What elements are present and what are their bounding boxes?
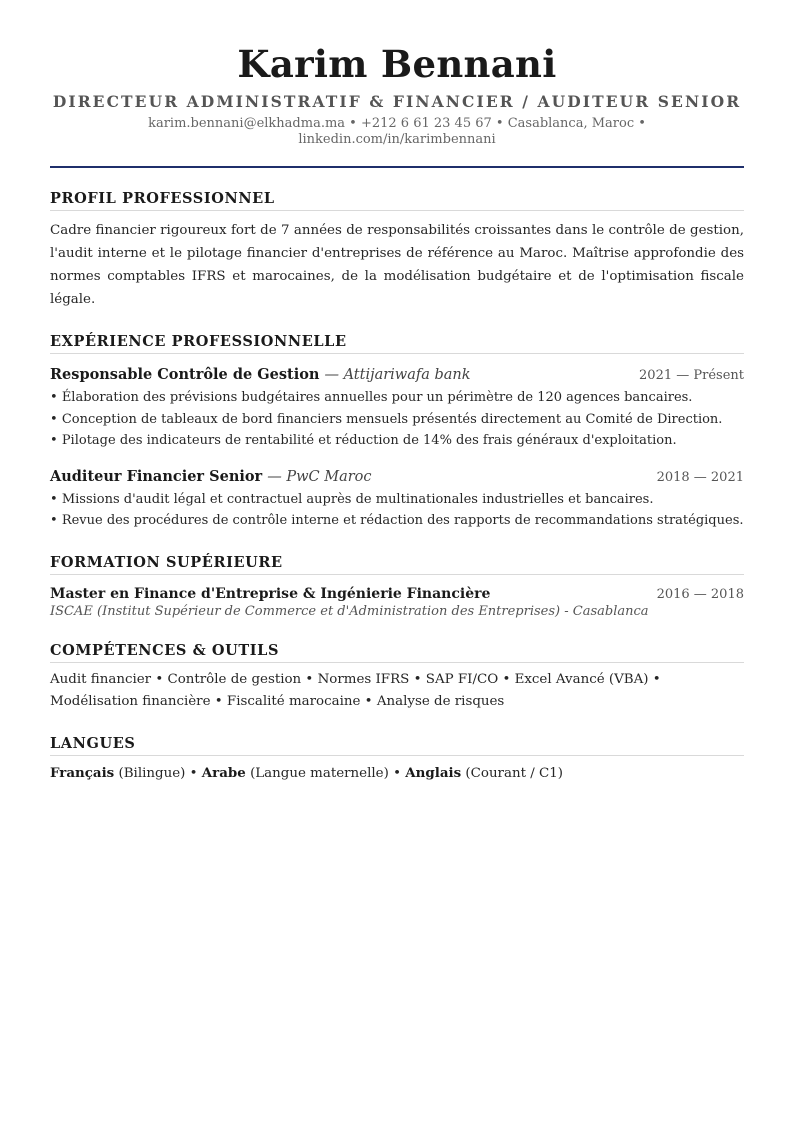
experience-title: EXPÉRIENCE PROFESSIONNELLE (50, 333, 744, 354)
header-divider (50, 166, 744, 168)
job-bullet: • Élaboration des prévisions budgétaires annuelles pour un périmètre de 120 agences bancaires. (50, 387, 744, 409)
languages-section (50, 735, 744, 785)
language-level: (Langue maternelle) (250, 765, 389, 781)
candidate-role: DIRECTEUR ADMINISTRATIF & FINANCIER / AUDITEUR SENIOR (52, 92, 742, 111)
job-dates: 2021 — Présent (639, 368, 744, 383)
profile-text: Cadre financier rigoureux fort de 7 années de responsabilités croissantes dans le contrôle de gestion, l'audit interne et le pilotage financier d'entreprises de référence au Maroc. Maîtrise approfondie des normes comptables IFRS et marocaines, de la modélisation budgétaire et de l'optimisation fiscale légale. (50, 223, 744, 307)
education-entry (50, 585, 744, 620)
job-bullet: • Conception de tableaux de bord financiers mensuels présentés directement au Comité de Direction. (50, 409, 744, 431)
language-separator: • (185, 765, 202, 781)
contact-line: karim.bennani@elkhadma.ma • +212 6 61 23 45 67 • Casablanca, Maroc • linkedin.com/in/karimbennani (148, 116, 646, 147)
degree-title: Master en Finance d'Entreprise & Ingénierie Financière (50, 585, 491, 602)
education-section (50, 554, 744, 620)
job-dates: 2018 — 2021 (656, 469, 744, 485)
job-bullets (50, 387, 744, 452)
job-bullet: • Pilotage des indicateurs de rentabilité et réduction de 14% des frais généraux d'exploitation. (50, 430, 744, 452)
job-company: — Attijariwafa bank (324, 367, 471, 383)
job-role: Auditeur Financier Senior (50, 467, 263, 485)
job-bullet: • Revue des procédures de contrôle interne et rédaction des rapports de recommandations stratégiques. (50, 510, 744, 532)
job-bullet: • Missions d'audit légal et contractuel auprès de multinationales industrielles et bancaires. (50, 489, 744, 511)
skills-section (50, 642, 744, 713)
profile-section (50, 190, 744, 311)
education-dates: 2016 — 2018 (656, 586, 744, 602)
languages-list (50, 762, 744, 785)
language-level: (Bilingue) (118, 765, 186, 781)
language-level: (Courant / C1) (465, 765, 563, 781)
language-separator: • (388, 765, 406, 781)
job-company: — PwC Maroc (267, 468, 372, 485)
resume-header (50, 0, 744, 148)
skills-text: Audit financier • Contrôle de gestion • Normes IFRS • SAP FI/CO • Excel Avancé (VBA) • Modélisation financière • Fiscalité marocaine • Analyse de risques (50, 671, 661, 709)
language-name: Français (50, 764, 115, 781)
job-bullets (50, 489, 744, 532)
language-name: Arabe (201, 764, 246, 781)
job-entry (50, 364, 744, 452)
job-title (50, 364, 471, 386)
profile-title: PROFIL PROFESSIONNEL (50, 190, 744, 211)
skills-title: COMPÉTENCES & OUTILS (50, 642, 744, 663)
language-name: Anglais (405, 764, 462, 781)
school-name: ISCAE (Institut Supérieur de Commerce et d'Administration des Entreprises) - Casablanca (50, 603, 649, 619)
experience-section (50, 333, 744, 532)
candidate-name: Karim Bennani (237, 42, 557, 86)
job-title (50, 466, 372, 488)
job-role: Responsable Contrôle de Gestion (50, 366, 320, 383)
job-entry (50, 466, 744, 532)
education-title: FORMATION SUPÉRIEURE (50, 554, 744, 575)
languages-title: LANGUES (50, 735, 744, 756)
